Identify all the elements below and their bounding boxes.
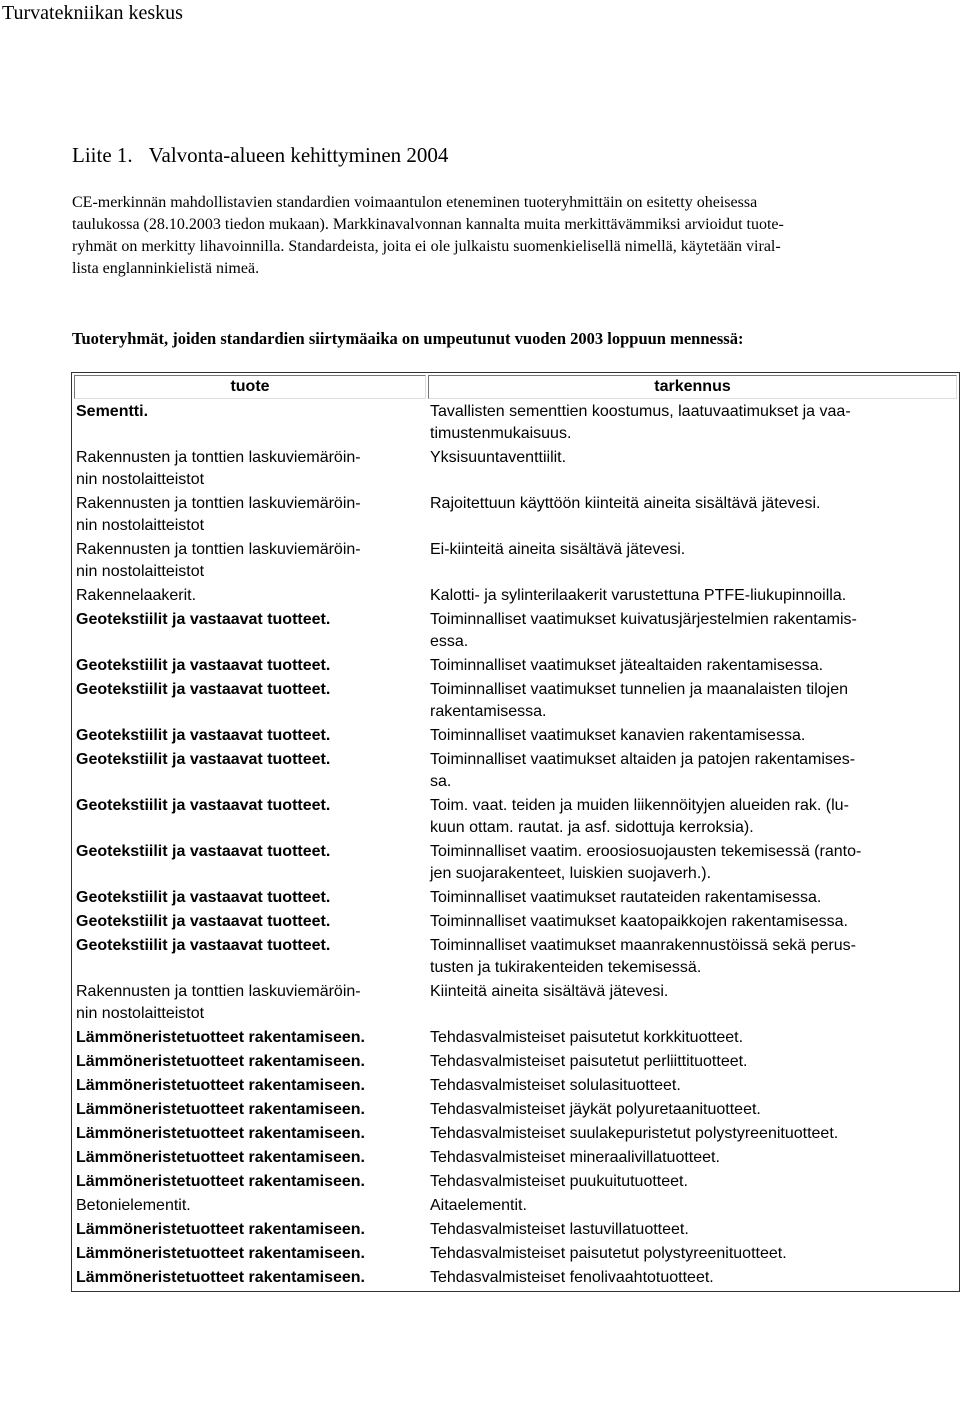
intro-paragraph xyxy=(72,192,932,280)
detail-cell xyxy=(428,585,957,607)
table-row xyxy=(74,1219,957,1241)
table-row xyxy=(74,1075,957,1097)
detail-cell xyxy=(428,539,957,583)
detail-text: essa. xyxy=(430,633,469,650)
table-row xyxy=(74,1267,957,1289)
detail-text: Toiminnalliset vaatimukset kuivatusjärjestelmien rakentamis- xyxy=(430,611,857,628)
detail-cell xyxy=(428,1027,957,1049)
table-row xyxy=(74,1027,957,1049)
detail-cell xyxy=(428,1267,957,1289)
product-text: Lämmöneristetuotteet rakentamiseen. xyxy=(76,1029,365,1046)
product-text: Lämmöneristetuotteet rakentamiseen. xyxy=(76,1125,365,1142)
detail-cell xyxy=(428,679,957,723)
detail-text: Tehdasvalmisteiset paisutetut polystyreenituotteet. xyxy=(430,1245,787,1262)
column-header-detail: tarkennus xyxy=(428,375,957,399)
table-row xyxy=(74,749,957,793)
product-text: Sementti. xyxy=(76,403,149,420)
detail-text: Tehdasvalmisteiset paisutetut perliittituotteet. xyxy=(430,1053,748,1070)
table-row xyxy=(74,887,957,909)
product-cell xyxy=(74,655,426,677)
table-row xyxy=(74,401,957,445)
product-text: Rakennelaakerit. xyxy=(76,587,197,604)
detail-cell xyxy=(428,655,957,677)
product-cell xyxy=(74,447,426,491)
product-text: Geotekstiilit ja vastaavat tuotteet. xyxy=(76,611,331,628)
product-text: Geotekstiilit ja vastaavat tuotteet. xyxy=(76,913,331,930)
detail-cell xyxy=(428,1171,957,1193)
product-cell xyxy=(74,1123,426,1145)
detail-cell xyxy=(428,1219,957,1241)
product-text: Rakennusten ja tonttien laskuviemäröin- xyxy=(76,983,361,1000)
table-row xyxy=(74,493,957,537)
detail-text: Toiminnalliset vaatimukset jätealtaiden rakentamisessa. xyxy=(430,657,824,674)
detail-cell xyxy=(428,1051,957,1073)
product-text: Geotekstiilit ja vastaavat tuotteet. xyxy=(76,657,331,674)
product-text: Geotekstiilit ja vastaavat tuotteet. xyxy=(76,681,331,698)
product-cell xyxy=(74,887,426,909)
detail-cell xyxy=(428,447,957,491)
table-row xyxy=(74,981,957,1025)
product-text: Geotekstiilit ja vastaavat tuotteet. xyxy=(76,843,331,860)
detail-text: Toiminnalliset vaatimukset tunnelien ja maanalaisten tilojen xyxy=(430,681,849,698)
detail-text: Kalotti- ja sylinterilaakerit varustettuna PTFE-liukupinnoilla. xyxy=(430,587,847,604)
table-body xyxy=(74,401,957,1289)
detail-text: kuun ottam. rautat. ja asf. sidottuja kerroksia). xyxy=(430,819,754,836)
table-row xyxy=(74,1195,957,1217)
product-text: nin nostolaitteistot xyxy=(76,1005,205,1022)
product-cell xyxy=(74,1147,426,1169)
detail-text: Aitaelementit. xyxy=(430,1197,527,1214)
detail-text: Toiminnalliset vaatim. eroosiosuojausten tekemisessä (ranto- xyxy=(430,843,862,860)
product-cell xyxy=(74,609,426,653)
product-cell xyxy=(74,841,426,885)
product-cell xyxy=(74,911,426,933)
intro-line: ryhmät on merkitty lihavoinnilla. Standardeista, joita ei ole julkaistu suomenkielisellä nimellä, käytetään viral- xyxy=(72,238,781,255)
product-text: Lämmöneristetuotteet rakentamiseen. xyxy=(76,1077,365,1094)
table-row xyxy=(74,935,957,979)
product-cell xyxy=(74,1027,426,1049)
product-text: Rakennusten ja tonttien laskuviemäröin- xyxy=(76,541,361,558)
table-row xyxy=(74,795,957,839)
product-cell xyxy=(74,749,426,793)
detail-cell xyxy=(428,401,957,445)
table-row xyxy=(74,1171,957,1193)
product-text: Geotekstiilit ja vastaavat tuotteet. xyxy=(76,751,331,768)
table-row xyxy=(74,1243,957,1265)
detail-text: Ei-kiinteitä aineita sisältävä jätevesi. xyxy=(430,541,686,558)
intro-line: taulukossa (28.10.2003 tiedon mukaan). Markkinavalvonnan kannalta muita merkittävämmiksi arvioidut tuote- xyxy=(72,216,784,233)
detail-text: Toiminnalliset vaatimukset rautateiden rakentamisessa. xyxy=(430,889,822,906)
product-text: nin nostolaitteistot xyxy=(76,517,205,534)
product-text: Lämmöneristetuotteet rakentamiseen. xyxy=(76,1149,365,1166)
table-row xyxy=(74,447,957,491)
product-text: Lämmöneristetuotteet rakentamiseen. xyxy=(76,1173,365,1190)
product-text: nin nostolaitteistot xyxy=(76,563,205,580)
product-cell xyxy=(74,1267,426,1289)
detail-text: Rajoitettuun käyttöön kiinteitä aineita sisältävä jätevesi. xyxy=(430,495,821,512)
product-cell xyxy=(74,1075,426,1097)
detail-cell xyxy=(428,795,957,839)
table-header-row xyxy=(74,375,957,399)
product-cell xyxy=(74,493,426,537)
product-cell xyxy=(74,1171,426,1193)
detail-text: Yksisuuntaventtiilit. xyxy=(430,449,567,466)
product-cell xyxy=(74,1099,426,1121)
detail-text: jen suojarakenteet, luiskien suojaverh.). xyxy=(430,865,712,882)
detail-text: Tehdasvalmisteiset fenolivaahtotuotteet. xyxy=(430,1269,714,1286)
detail-text: sa. xyxy=(430,773,452,790)
detail-text: Toim. vaat. teiden ja muiden liikennöityjen alueiden rak. (lu- xyxy=(430,797,849,814)
detail-cell xyxy=(428,1243,957,1265)
detail-text: Tehdasvalmisteiset mineraalivillatuotteet. xyxy=(430,1149,720,1166)
detail-cell xyxy=(428,887,957,909)
product-text: Geotekstiilit ja vastaavat tuotteet. xyxy=(76,797,331,814)
product-text: Rakennusten ja tonttien laskuviemäröin- xyxy=(76,449,361,466)
product-text: Betonielementit. xyxy=(76,1197,191,1214)
table-row xyxy=(74,1123,957,1145)
detail-text: Kiinteitä aineita sisältävä jätevesi. xyxy=(430,983,669,1000)
table-row xyxy=(74,1147,957,1169)
intro-line: lista englanninkielistä nimeä. xyxy=(72,260,260,277)
table-row xyxy=(74,841,957,885)
product-cell xyxy=(74,1243,426,1265)
detail-cell xyxy=(428,1123,957,1145)
detail-cell xyxy=(428,911,957,933)
table-row xyxy=(74,1051,957,1073)
table-row xyxy=(74,609,957,653)
section-heading: Tuoteryhmät, joiden standardien siirtymäaika on umpeutunut vuoden 2003 loppuun mennessä: xyxy=(72,329,744,348)
detail-text: Tehdasvalmisteiset suulakepuristetut polystyreenituotteet. xyxy=(430,1125,839,1142)
product-text: Geotekstiilit ja vastaavat tuotteet. xyxy=(76,937,331,954)
detail-text: rakentamisessa. xyxy=(430,703,547,720)
product-cell xyxy=(74,1219,426,1241)
product-text: Geotekstiilit ja vastaavat tuotteet. xyxy=(76,727,331,744)
product-cell xyxy=(74,1051,426,1073)
product-text: Lämmöneristetuotteet rakentamiseen. xyxy=(76,1269,365,1286)
table-row xyxy=(74,655,957,677)
detail-text: tusten ja tukirakenteiden tekemisessä. xyxy=(430,959,702,976)
intro-line: CE-merkinnän mahdollistavien standardien voimaantulon eteneminen tuoteryhmittäin on esitetty oheisessa xyxy=(72,194,758,211)
product-cell xyxy=(74,725,426,747)
detail-text: Toiminnalliset vaatimukset kaatopaikkojen rakentamisessa. xyxy=(430,913,848,930)
detail-text: timustenmukaisuus. xyxy=(430,425,572,442)
detail-text: Tehdasvalmisteiset puukuitutuotteet. xyxy=(430,1173,688,1190)
product-text: Lämmöneristetuotteet rakentamiseen. xyxy=(76,1101,365,1118)
product-text: nin nostolaitteistot xyxy=(76,471,205,488)
detail-text: Toiminnalliset vaatimukset altaiden ja patojen rakentamises- xyxy=(430,751,856,768)
detail-cell xyxy=(428,1099,957,1121)
table-row xyxy=(74,1099,957,1121)
detail-cell xyxy=(428,1147,957,1169)
product-cell xyxy=(74,539,426,583)
product-text: Lämmöneristetuotteet rakentamiseen. xyxy=(76,1053,365,1070)
product-group-table xyxy=(71,372,960,1292)
product-text: Geotekstiilit ja vastaavat tuotteet. xyxy=(76,889,331,906)
detail-cell xyxy=(428,749,957,793)
detail-cell xyxy=(428,935,957,979)
page-header-organization: Turvatekniikan keskus xyxy=(2,2,183,24)
table-row xyxy=(74,725,957,747)
appendix-title-text: Valvonta-alueen kehittyminen 2004 xyxy=(148,143,449,167)
appendix-title xyxy=(72,142,448,168)
detail-text: Tehdasvalmisteiset jäykät polyuretaanituotteet. xyxy=(430,1101,761,1118)
detail-text: Tehdasvalmisteiset solulasituotteet. xyxy=(430,1077,681,1094)
detail-cell xyxy=(428,1075,957,1097)
detail-text: Tehdasvalmisteiset paisutetut korkkituotteet. xyxy=(430,1029,744,1046)
detail-cell xyxy=(428,725,957,747)
product-cell xyxy=(74,585,426,607)
table-row xyxy=(74,911,957,933)
table-row xyxy=(74,679,957,723)
detail-text: Toiminnalliset vaatimukset kanavien rakentamisessa. xyxy=(430,727,806,744)
product-cell xyxy=(74,679,426,723)
table-row xyxy=(74,585,957,607)
product-cell xyxy=(74,1195,426,1217)
detail-cell xyxy=(428,1195,957,1217)
table-row xyxy=(74,539,957,583)
product-text: Rakennusten ja tonttien laskuviemäröin- xyxy=(76,495,361,512)
product-cell xyxy=(74,795,426,839)
product-cell xyxy=(74,935,426,979)
product-cell xyxy=(74,981,426,1025)
detail-text: Toiminnalliset vaatimukset maanrakennustöissä sekä perus- xyxy=(430,937,856,954)
detail-cell xyxy=(428,841,957,885)
detail-text: Tavallisten sementtien koostumus, laatuvaatimukset ja vaa- xyxy=(430,403,851,420)
column-header-product: tuote xyxy=(74,375,426,399)
product-text: Lämmöneristetuotteet rakentamiseen. xyxy=(76,1221,365,1238)
detail-cell xyxy=(428,493,957,537)
product-cell xyxy=(74,401,426,445)
detail-text: Tehdasvalmisteiset lastuvillatuotteet. xyxy=(430,1221,689,1238)
product-text: Lämmöneristetuotteet rakentamiseen. xyxy=(76,1245,365,1262)
detail-cell xyxy=(428,609,957,653)
appendix-label: Liite 1. xyxy=(72,143,133,167)
detail-cell xyxy=(428,981,957,1025)
